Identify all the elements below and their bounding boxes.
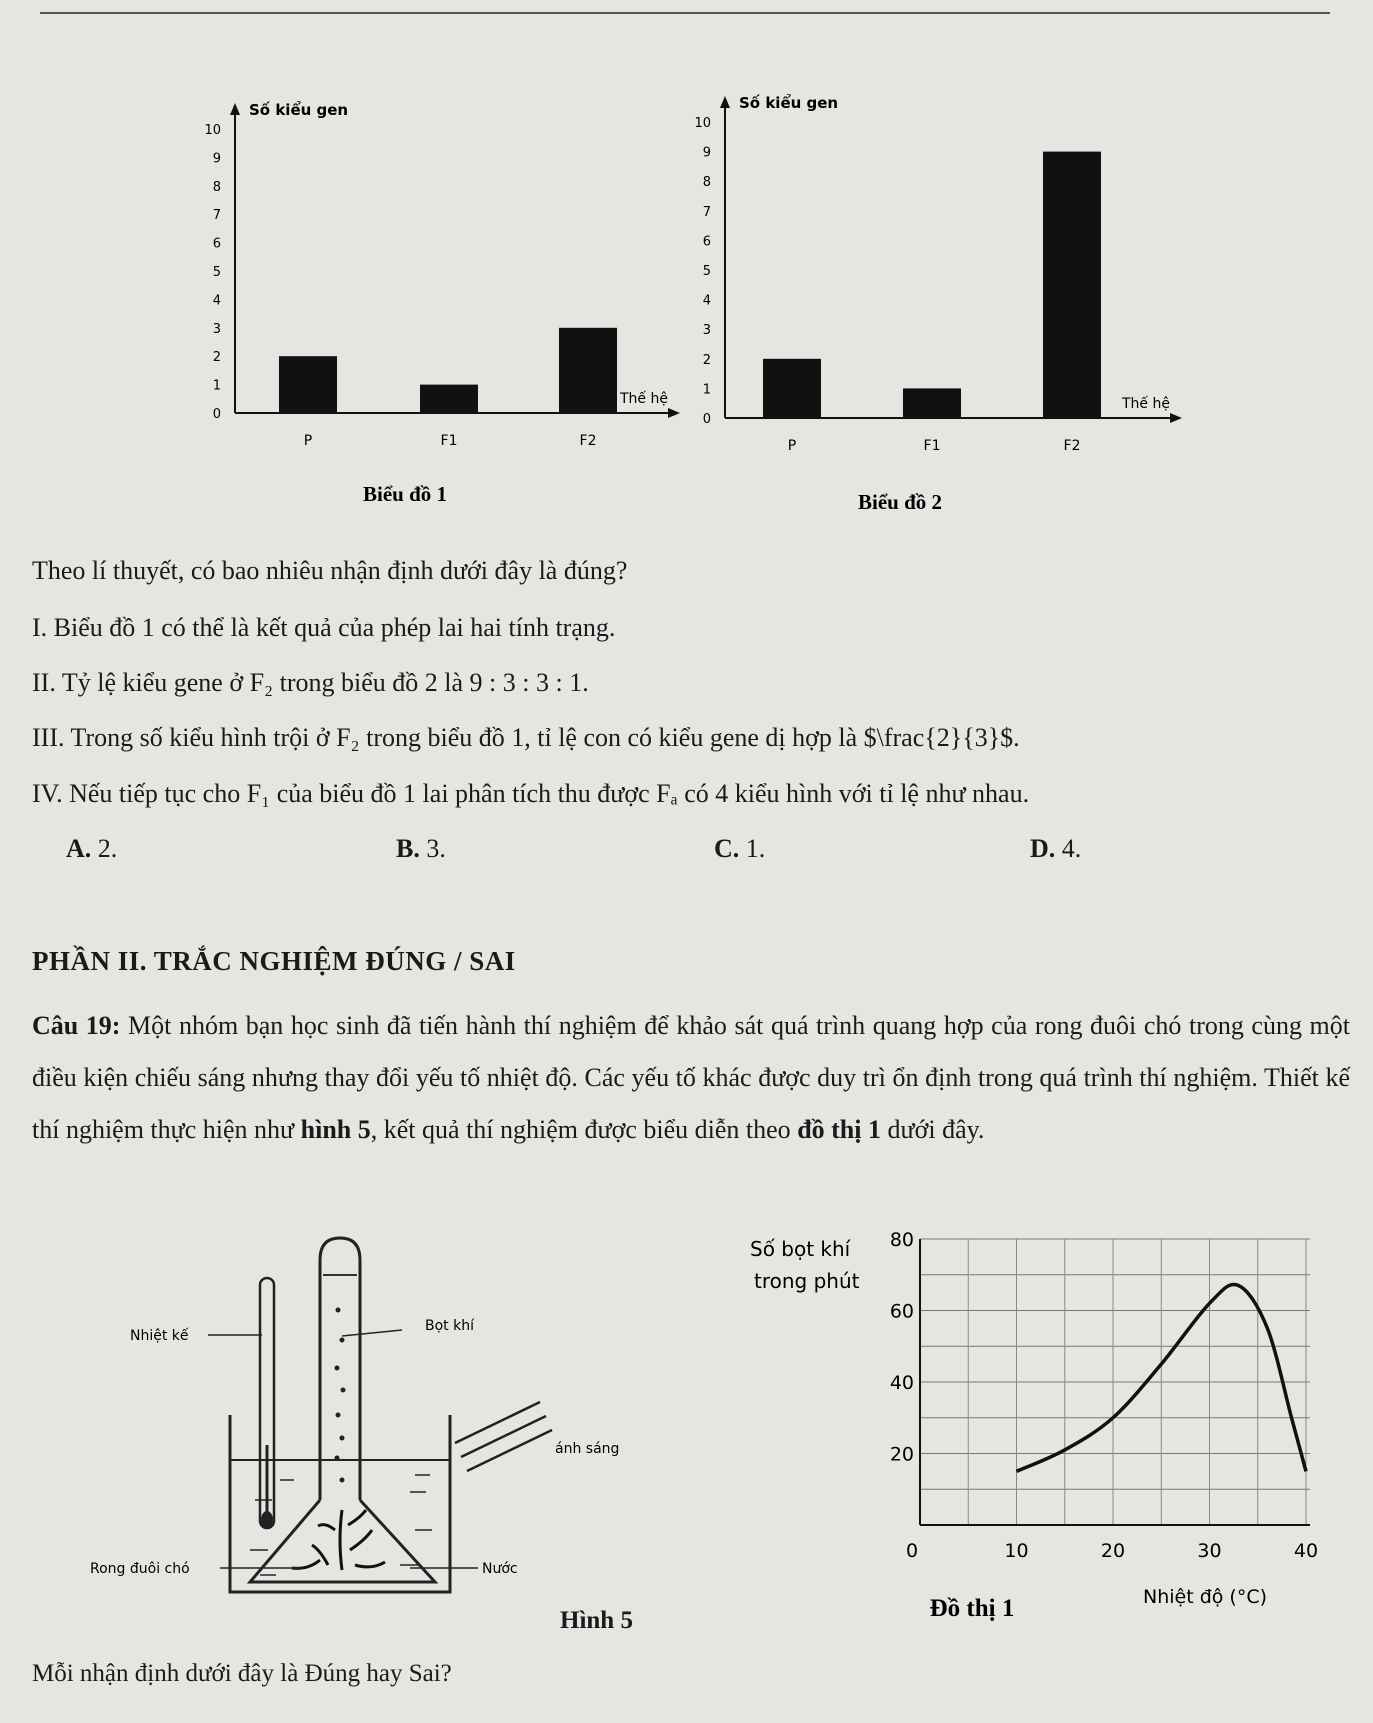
bubbles-label: Bọt khí	[425, 1318, 474, 1334]
water-label: Nước	[482, 1561, 518, 1577]
y-tick-label: 6	[702, 234, 711, 250]
option-a-letter: A.	[66, 834, 92, 863]
option-b-letter: B.	[396, 834, 420, 863]
y-axis-arrow	[720, 96, 730, 108]
y-tick-label: 60	[889, 1300, 914, 1323]
option-c-letter: C.	[714, 834, 740, 863]
q19-bold-figure: hình 5	[300, 1115, 371, 1144]
option-d[interactable]	[1030, 834, 1081, 864]
y-tick-label: 9	[702, 145, 711, 161]
option-a-text: 2.	[97, 834, 118, 863]
y-axis-arrow	[230, 103, 240, 115]
section-heading: PHẦN II. TRẮC NGHIỆM ĐÚNG / SAI	[32, 946, 516, 976]
top-rule	[40, 12, 1330, 14]
q19-paragraph	[32, 1000, 1350, 1156]
x-tick-label: 30	[1197, 1540, 1222, 1562]
y-tick-label: 2	[212, 350, 221, 366]
plant-label: Rong đuôi chó	[90, 1561, 190, 1577]
y-tick-label: 0	[212, 407, 221, 422]
y-tick-label: 20	[889, 1443, 914, 1466]
y-axis-title: Số kiểu gen	[249, 101, 349, 119]
option-b[interactable]	[396, 834, 446, 864]
x-tick-label: 10	[1004, 1540, 1029, 1562]
y-tick-label: 7	[212, 208, 221, 224]
q18-statement-4: IV. Nếu tiếp tục cho F₁ của biểu đồ 1 lai phân tích thu được Fₐ có 4 kiểu hình với tỉ lệ như nhau.	[32, 779, 1030, 808]
option-c-text: 1.	[745, 834, 766, 863]
option-c[interactable]	[714, 834, 765, 864]
bar-f2	[1043, 152, 1101, 418]
option-d-letter: D.	[1030, 834, 1056, 863]
q18-stem: Theo lí thuyết, có bao nhiêu nhận định dưới đây là đúng?	[32, 556, 628, 585]
y-tick-label: 3	[702, 323, 711, 339]
x-axis-title: Thế hệ	[1122, 396, 1170, 412]
y-tick-label: 8	[702, 175, 711, 191]
y-tick-label: 2	[702, 352, 711, 368]
x-axis-title: Nhiệt độ (°C)	[1143, 1586, 1268, 1608]
q18-statement-2: II. Tỷ lệ kiểu gene ở F₂ trong biểu đồ 2 là 9 : 3 : 3 : 1.	[32, 668, 589, 697]
x-axis-arrow	[1170, 413, 1182, 423]
y-tick-label: 1	[702, 382, 711, 398]
x-tick-label: 40	[1293, 1540, 1319, 1562]
option-a[interactable]	[66, 834, 117, 864]
y-tick-label: 1	[212, 378, 221, 394]
x-tick-label: F1	[440, 433, 458, 449]
y-tick-label: 5	[702, 264, 711, 279]
y-axis-title-line-1: Số bọt khí	[750, 1237, 851, 1261]
option-d-text: 4.	[1061, 834, 1082, 863]
bar-chart-2	[660, 68, 1200, 514]
y-axis-title: Số kiểu gen	[739, 94, 839, 112]
y-tick-label: 0	[702, 412, 711, 427]
closing-question: Mỗi nhận định dưới đây là Đúng hay Sai?	[32, 1660, 452, 1687]
q19-text-3: dưới đây.	[887, 1115, 985, 1144]
y-tick-label: 7	[702, 204, 711, 220]
x-tick-label: P	[787, 438, 797, 454]
light-label: ánh sáng	[555, 1441, 620, 1457]
chart-title: Biểu đồ 1	[362, 482, 448, 506]
chart-title: Biểu đồ 2	[857, 490, 943, 514]
y-tick-label: 80	[889, 1229, 914, 1251]
x-tick-label: F2	[579, 433, 597, 449]
y-tick-label: 6	[212, 236, 221, 252]
x-tick-label: 0	[905, 1540, 919, 1562]
y-tick-label: 9	[212, 151, 221, 167]
experiment-figure	[80, 1230, 700, 1630]
bar-p	[763, 359, 821, 418]
y-tick-label: 40	[889, 1372, 914, 1394]
y-tick-label: 5	[212, 265, 221, 280]
figure-caption: Hình 5	[560, 1607, 633, 1634]
bar-p	[279, 356, 337, 413]
y-tick-label: 8	[212, 179, 221, 195]
y-tick-label: 3	[212, 321, 221, 337]
y-tick-label: 4	[212, 293, 221, 309]
y-axis-title-line-2: trong phút	[754, 1269, 860, 1293]
x-tick-label: F2	[1063, 438, 1081, 454]
q19-bold-graph: đồ thị 1	[797, 1115, 881, 1144]
thermometer-label: Nhiệt kế	[130, 1328, 189, 1344]
bar-f1	[420, 385, 478, 413]
q19-label: Câu 19:	[32, 1011, 121, 1040]
bar-chart-1	[180, 60, 700, 506]
x-tick-label: 20	[1100, 1540, 1126, 1562]
q18-statement-3: III. Trong số kiểu hình trội ở F₂ trong biểu đồ 1, tỉ lệ con có kiểu gene dị hợp là $\frac{2}{3}$.	[32, 723, 1020, 752]
line-chart-graph-1	[740, 1218, 1340, 1638]
y-tick-label: 10	[204, 123, 221, 138]
y-tick-label: 10	[694, 116, 711, 131]
x-axis-title: Thế hệ	[620, 391, 668, 407]
x-tick-label: F1	[923, 438, 941, 454]
x-tick-label: P	[303, 433, 313, 449]
bar-f2	[559, 328, 617, 413]
q19-text-2: , kết quả thí nghiệm được biểu diễn theo	[370, 1115, 791, 1144]
option-b-text: 3.	[426, 834, 446, 863]
chart-title: Đồ thị 1	[929, 1595, 1015, 1622]
y-tick-label: 4	[702, 293, 711, 309]
bar-f1	[903, 388, 961, 418]
q18-statement-1: I. Biểu đồ 1 có thể là kết quả của phép lai hai tính trạng.	[32, 613, 616, 642]
q19-text-1: Một nhóm bạn học sinh đã tiến hành thí nghiệm để khảo sát quá trình quang hợp của rong đuôi chó trong cùng một điều kiện chiếu sáng nhưng thay đổi yếu tố nhiệt độ. Các yếu tố khác được duy trì ổn định trong quá trình thí nghiệm. Thiết kế thí nghiệm thực hiện như	[32, 1011, 1350, 1144]
